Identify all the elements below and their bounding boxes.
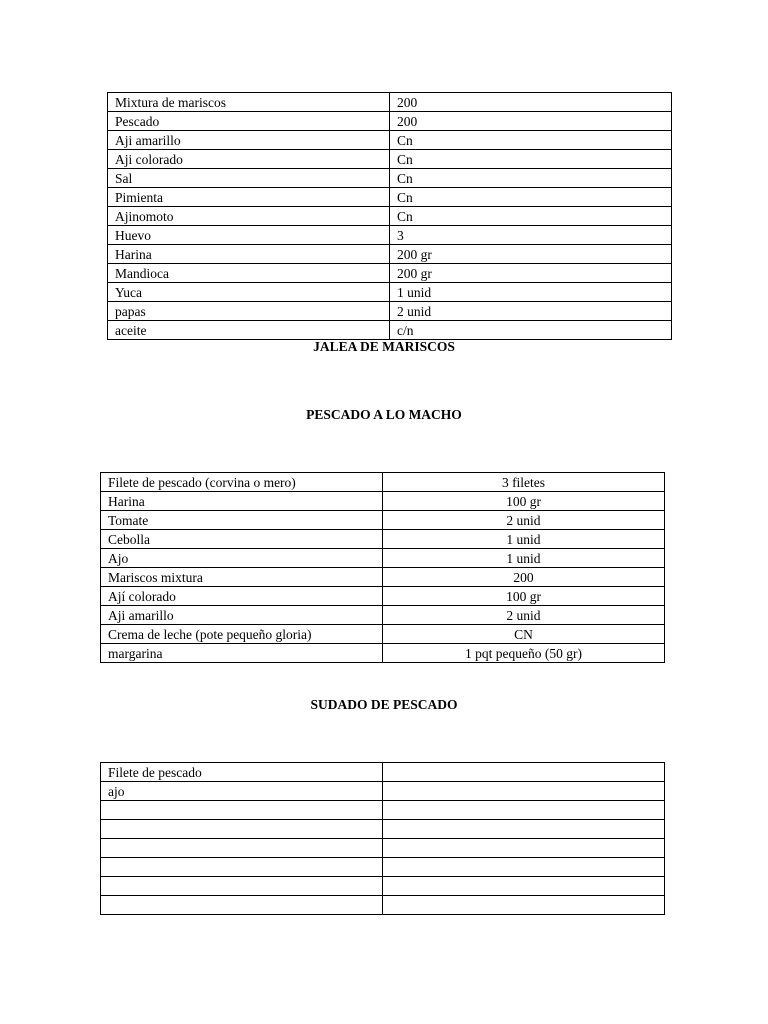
ingredient-cell: Yuca <box>108 283 390 302</box>
ingredient-cell: Crema de leche (pote pequeño gloria) <box>101 625 383 644</box>
ingredient-cell: Filete de pescado <box>101 763 383 782</box>
quantity-cell <box>383 896 665 915</box>
ingredient-cell: Filete de pescado (corvina o mero) <box>101 473 383 492</box>
quantity-cell <box>383 782 665 801</box>
quantity-cell: 100 gr <box>383 587 665 606</box>
table-row <box>108 207 672 226</box>
table-row <box>101 606 665 625</box>
quantity-cell: 200 <box>390 93 672 112</box>
table-row <box>101 587 665 606</box>
table-row <box>101 839 665 858</box>
quantity-cell: 1 unid <box>383 530 665 549</box>
ingredient-cell: ajo <box>101 782 383 801</box>
quantity-cell: Cn <box>390 150 672 169</box>
table-row <box>108 93 672 112</box>
table-row <box>101 858 665 877</box>
ingredient-cell: Aji amarillo <box>108 131 390 150</box>
quantity-cell <box>383 839 665 858</box>
ingredient-cell: Ají colorado <box>101 587 383 606</box>
quantity-cell: 100 gr <box>383 492 665 511</box>
ingredients-table-sudado <box>100 762 665 915</box>
ingredient-cell: Ajo <box>101 549 383 568</box>
ingredient-cell: Mixtura de mariscos <box>108 93 390 112</box>
ingredient-cell <box>101 877 383 896</box>
table-row <box>101 625 665 644</box>
quantity-cell: 3 <box>390 226 672 245</box>
table-row <box>108 112 672 131</box>
quantity-cell: 200 <box>390 112 672 131</box>
table-row <box>108 283 672 302</box>
ingredient-cell: Aji amarillo <box>101 606 383 625</box>
quantity-cell: c/n <box>390 321 672 340</box>
quantity-cell: CN <box>383 625 665 644</box>
table-row <box>108 264 672 283</box>
table-row <box>101 801 665 820</box>
ingredient-cell: Pimienta <box>108 188 390 207</box>
quantity-cell: 1 unid <box>390 283 672 302</box>
table-row <box>108 188 672 207</box>
ingredient-cell: Sal <box>108 169 390 188</box>
ingredient-cell <box>101 839 383 858</box>
section-heading-jalea: JALEA DE MARISCOS <box>313 339 455 354</box>
quantity-cell <box>383 763 665 782</box>
quantity-cell: 1 pqt pequeño (50 gr) <box>383 644 665 663</box>
quantity-cell: 3 filetes <box>383 473 665 492</box>
quantity-cell: Cn <box>390 207 672 226</box>
ingredient-cell: Harina <box>108 245 390 264</box>
table-row <box>101 549 665 568</box>
table-row <box>108 321 672 340</box>
ingredient-cell <box>101 896 383 915</box>
table-row <box>101 473 665 492</box>
quantity-cell: 200 gr <box>390 245 672 264</box>
table-row <box>101 763 665 782</box>
ingredient-cell: Aji colorado <box>108 150 390 169</box>
quantity-cell: 1 unid <box>383 549 665 568</box>
table-row <box>101 644 665 663</box>
ingredient-cell: Pescado <box>108 112 390 131</box>
quantity-cell: 2 unid <box>383 511 665 530</box>
table-row <box>108 245 672 264</box>
ingredient-cell: Ajinomoto <box>108 207 390 226</box>
table-row <box>101 568 665 587</box>
table-row <box>101 820 665 839</box>
quantity-cell <box>383 801 665 820</box>
section-heading-pescado-macho: PESCADO A LO MACHO <box>306 407 462 422</box>
ingredient-cell <box>101 820 383 839</box>
quantity-cell: Cn <box>390 188 672 207</box>
table-row <box>108 226 672 245</box>
table-row <box>101 877 665 896</box>
ingredients-table-jalea <box>107 92 672 340</box>
ingredient-cell: Harina <box>101 492 383 511</box>
ingredient-cell: Huevo <box>108 226 390 245</box>
quantity-cell: 200 gr <box>390 264 672 283</box>
ingredient-cell <box>101 858 383 877</box>
table-row <box>108 131 672 150</box>
ingredient-cell: margarina <box>101 644 383 663</box>
ingredient-cell: Tomate <box>101 511 383 530</box>
ingredient-cell: Mariscos mixtura <box>101 568 383 587</box>
quantity-cell <box>383 877 665 896</box>
quantity-cell: 2 unid <box>390 302 672 321</box>
table-row <box>108 302 672 321</box>
table-row <box>101 896 665 915</box>
section-heading-sudado: SUDADO DE PESCADO <box>310 697 458 712</box>
ingredient-cell <box>101 801 383 820</box>
ingredient-cell: Mandioca <box>108 264 390 283</box>
table-row <box>101 782 665 801</box>
ingredient-cell: papas <box>108 302 390 321</box>
quantity-cell <box>383 858 665 877</box>
table-row <box>108 169 672 188</box>
table-row <box>101 511 665 530</box>
table-row <box>101 530 665 549</box>
table-row <box>108 150 672 169</box>
quantity-cell: 200 <box>383 568 665 587</box>
ingredient-cell: aceite <box>108 321 390 340</box>
table-row <box>101 492 665 511</box>
quantity-cell <box>383 820 665 839</box>
quantity-cell: 2 unid <box>383 606 665 625</box>
ingredient-cell: Cebolla <box>101 530 383 549</box>
quantity-cell: Cn <box>390 131 672 150</box>
ingredients-table-pescado-macho <box>100 472 665 663</box>
quantity-cell: Cn <box>390 169 672 188</box>
